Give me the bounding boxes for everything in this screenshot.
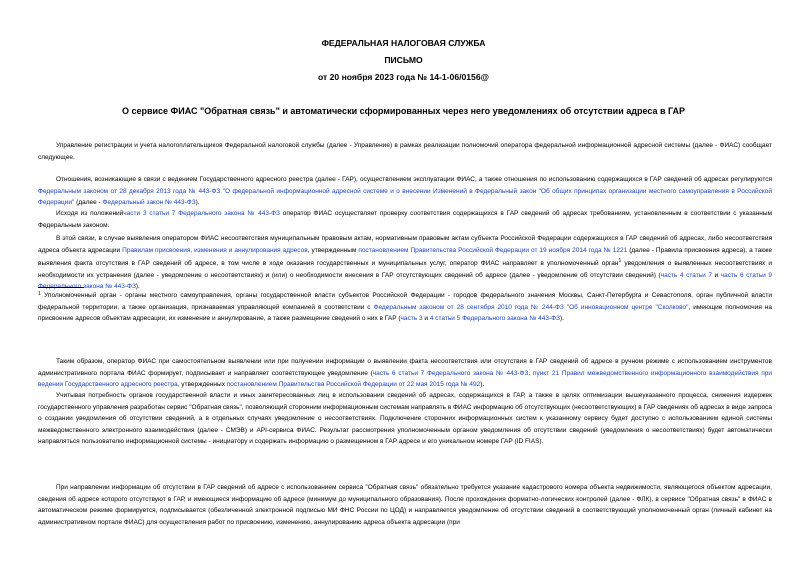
text-segment: ). xyxy=(135,283,140,291)
text-segment: В этой связи, в случае выявления оператором ФИАС несоответствия муниципальным правовым актам, нормативным правовым актам субъекта Российской Федерации содержащихся в ГАР сведений об адресах, либо несоответствия адреса объекта адресации xyxy=(38,235,772,254)
text-segment: и xyxy=(422,315,430,322)
document-subject: О сервисе ФИАС "Обратная связь" и автоматически сформированных через него уведомлениях об отсутствии адреса в ГАР xyxy=(121,106,686,116)
legal-reference-link[interactable]: часть 3 xyxy=(400,315,423,322)
footnote-marker: 1 xyxy=(618,258,622,264)
legal-reference-link[interactable]: часть 4 статьи 7 xyxy=(660,271,712,279)
text-segment: , xyxy=(528,369,533,377)
text-segment: , утвержденным xyxy=(307,246,359,254)
document-date-number: от 20 ноября 2023 года № 14-1-06/0156@ xyxy=(318,72,489,82)
legal-reference-link[interactable]: часть 6 статьи 9 Федерального закона № 443-ФЗ xyxy=(38,271,772,291)
legal-reference-link[interactable]: Федеральный закон № 443-ФЗ xyxy=(102,199,196,206)
footnote-marker: 1 xyxy=(38,291,41,297)
text-segment: При направлении информации об отсутствии в ГАР сведений об адресе с использованием сервиса "Обратная связь" обязательно требуется указание кадастрового номера объекта недвижимости, являющегося объектом адресации, сведения об адресе которого отсутствуют в ГАР, и имеющиеся информацию об адресе (минимум до муниципального образования). После прохождения форматно-логических контролей (далее - ФЛК), в сервисе "Обратная связь" в ФИАС в автоматическом режиме формируется, подписывается (обезличенной электронной подписью МИ ФНС России по ЦОД) и направляется уведомление об отсутствии сведений в соответствующий уполномоченный орган (личный кабинет на административном портале ФИАС) для осуществления работ по присвоению, изменению, аннулированию адреса объекта адресации (при xyxy=(38,484,772,526)
text-segment: Отношения, возникающие в связи с ведением Государственного адресного реестра (далее - ГАР), осуществлением эксплуатации ФИАС, а также отношения по использованию содержащихся в ГАР сведений об адресах регулируются xyxy=(56,176,772,183)
legal-reference-link[interactable]: Правилам присвоения, изменения и аннулирования адресов xyxy=(122,246,308,254)
text-segment: уведомления о выявленных несоответствиях и необходимости их устранения (далее - уведомление о несоответствиях) и (или) о необходимости внесения в ГАР отсутствующих сведений об адресе (далее - уведомление об отсутствии сведений) ( xyxy=(38,260,773,279)
text-segment: Учитывая потребность органов государственной власти и иных заинтересованных лиц в использовании сведений об адресах, содержащихся в ГАР, а также в целях оптимизации вышеуказанного процесса, снижения издержек государственного управления разработан сервис "Обратная связь", позволяющий сторонним информационным системам направлять в ФИАС информацию об отсутствующих (несоответствующих) в ГАР сведениях об адресах в виде запроса о создании уведомления об отсутствии сведений, а в отдельных случаях уведомление о несоответствиях. Подключение сторонних информационных систем к указанному сервису будет доступно с использованием единой системы межведомственного электронного взаимодействия (далее - СМЭВ) и API-сервиса ФИАС. Результат рассмотрения уполномоченным органом уведомления об отсутствии сведений (уведомления о несоответствиях) будет автоматически направляться пользователю информационной системы - инициатору и содержать информацию о размещенном в ГАР адресе и его уникальном номере ГАР (ID FIAS). xyxy=(38,392,772,445)
text-segment: ). xyxy=(480,381,485,388)
text-segment: Таким образом, оператор ФИАС при самостоятельном выявлении или при получении информации о выявлении факта несоответствия или отсутствия в ГАР сведений об адресе в ручном режиме с использованием инструментов административного портала ФИАС формирует, подписывает и направляет соответствующее уведомление ( xyxy=(38,358,772,377)
body-paragraph xyxy=(38,233,772,293)
legal-reference-link[interactable]: Федеральным законом от 28 сентября 2010 года № 244-ФЗ "Об инновационном центре "Сколково" xyxy=(373,303,689,311)
body-paragraph xyxy=(38,390,772,448)
body-paragraph xyxy=(38,208,772,231)
text-segment: ). xyxy=(195,199,200,206)
legal-reference-link[interactable]: пункт 21 Правил межведомственного информационного взаимодействия при ведении Государственного адресного реестра xyxy=(38,369,772,388)
text-segment: Управление регистрации и учета налогоплательщиков Федеральной налоговой службы (далее - Управление) в рамках реализации полномочий оператора федеральной информационной адресной системы (далее - ФИАС) сообщает следующее. xyxy=(38,142,772,161)
legal-reference-link[interactable]: часть 6 статьи 7 Федерального закона № 443-ФЗ xyxy=(372,369,529,377)
body-paragraph xyxy=(38,356,772,391)
text-segment: оператор ФИАС осуществляет проверку соответствия содержащихся в ГАР сведений об адресах требованиям, установленным в соответствии с указанным Федеральным законом. xyxy=(38,210,773,229)
body-paragraph xyxy=(38,174,772,209)
text-segment: Уполномоченный орган - органы местного самоуправления, органы государственной власти субъектов Российской Федерации - городов федерального значения Москвы, Санкт-Петербурга и Севастополя, орган публичной власти федеральной территории, а также организация, признаваемая управляющей компанией в соответствии с xyxy=(38,292,772,311)
text-segment: , имеющие полномочия на присвоение адресов объектам адресации, их изменение и аннулирование, а также размещение сведений о них в ГАР ( xyxy=(38,303,772,322)
text-segment: (далее - xyxy=(74,199,103,206)
legal-reference-link[interactable]: части 3 статьи 7 Федерального закона № 443-ФЗ xyxy=(123,210,280,217)
text-segment: (далее - Правила присвоения адреса), а также выявления факта отсутствия в ГАР сведений об адресе, в том числе в ходе оказания государственных и муниципальных услуг, оператор ФИАС направляет в уполномоченный орган xyxy=(38,246,772,268)
footnote-divider xyxy=(38,287,84,288)
agency-name: ФЕДЕРАЛЬНАЯ НАЛОГОВАЯ СЛУЖБА xyxy=(321,38,486,48)
legal-reference-link[interactable]: Федеральным законом от 28 декабря 2013 года № 443-ФЗ "О федеральной информационной адресной системе и о внесении Изменений в Федеральный закон "Об общих принципах организации местного самоуправления в Российской Федерации" xyxy=(38,187,772,206)
body-paragraph xyxy=(38,482,772,528)
text-segment: Исходя из положений xyxy=(56,210,124,217)
text-segment: и xyxy=(711,271,721,279)
footnote xyxy=(38,289,772,325)
legal-reference-link[interactable]: 4 статьи 5 Федерального закона № 443-ФЗ xyxy=(429,315,560,322)
legal-reference-link[interactable]: постановлением Правительства Российской Федерации от 19 ноября 2014 года № 1221 xyxy=(358,246,628,254)
legal-reference-link[interactable]: постановлением Правительства Российской Федерации от 22 мая 2015 года № 492 xyxy=(226,381,481,388)
text-segment: , утвержденных xyxy=(177,381,227,388)
text-segment: ). xyxy=(559,315,564,322)
body-paragraph xyxy=(38,140,772,163)
document-type: ПИСЬМО xyxy=(384,55,423,65)
